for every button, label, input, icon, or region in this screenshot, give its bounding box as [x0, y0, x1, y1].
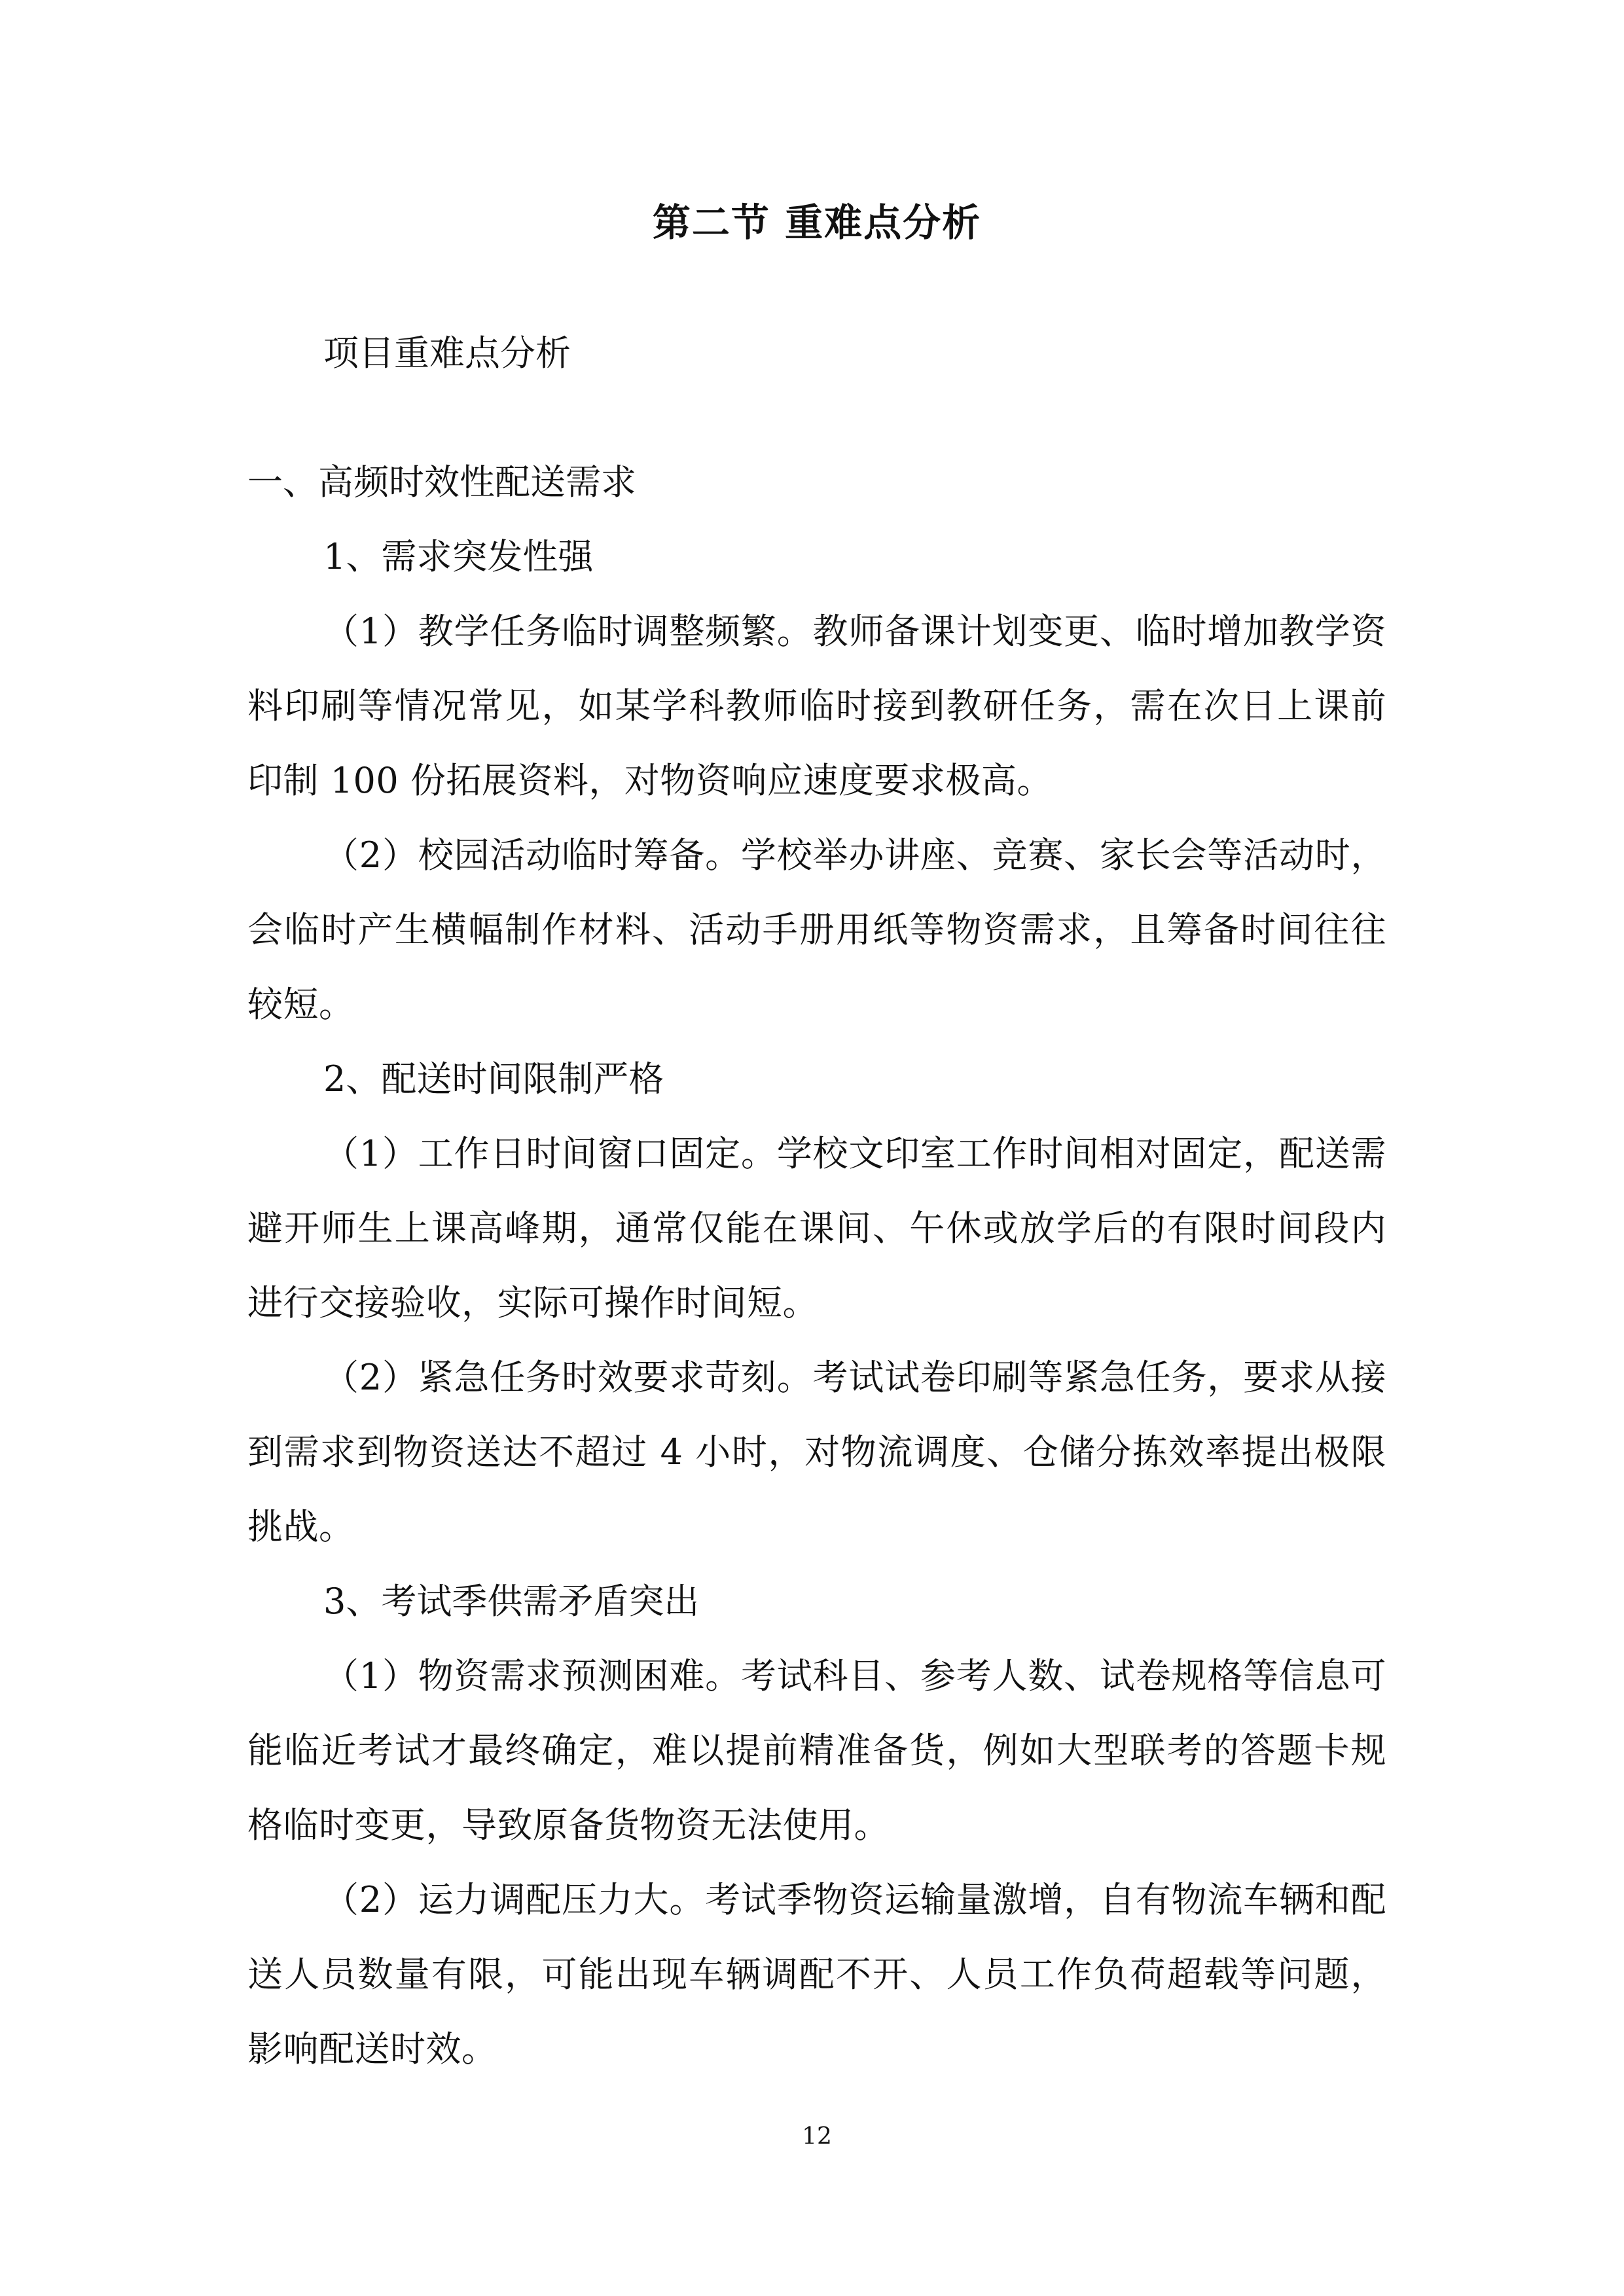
paragraph-1-1: （1）教学任务临时调整频繁。教师备课计划变更、临时增加教学资料印刷等情况常见，如某学科教师临时接到教研任务，需在次日上课前印制 100 份拓展资料，对物资响应速度要求极高。 — [247, 611, 1386, 801]
subsection-heading-1: 1、需求突发性强 — [323, 536, 594, 577]
subtitle: 项目重难点分析 — [323, 332, 571, 374]
page-number: 12 — [802, 2123, 832, 2150]
page-title: 第二节 重难点分析 — [652, 200, 982, 245]
document-body — [247, 445, 1386, 2087]
subsection-heading-3: 3、考试季供需矛盾突出 — [323, 1581, 700, 1622]
paragraph-1-2: （2）校园活动临时筹备。学校举办讲座、竞赛、家长会等活动时，会临时产生横幅制作材料、活动手册用纸等物资需求，且筹备时间往往较短。 — [247, 834, 1386, 1025]
paragraph-3-2: （2）运力调配压力大。考试季物资运输量激增，自有物流车辆和配送人员数量有限，可能出现车辆调配不开、人员工作负荷超载等问题，影响配送时效。 — [247, 1879, 1386, 2070]
paragraph-3-1: （1）物资需求预测困难。考试科目、参考人数、试卷规格等信息可能临近考试才最终确定，难以提前精准备货，例如大型联考的答题卡规格临时变更，导致原备货物资无法使用。 — [247, 1655, 1386, 1846]
paragraph-2-1: （1）工作日时间窗口固定。学校文印室工作时间相对固定，配送需避开师生上课高峰期，通常仅能在课间、午休或放学后的有限时间段内进行交接验收，实际可操作时间短。 — [247, 1133, 1386, 1323]
paragraph-2-2: （2）紧急任务时效要求苛刻。考试试卷印刷等紧急任务，要求从接到需求到物资送达不超过 4 小时，对物流调度、仓储分拣效率提出极限挑战。 — [247, 1357, 1386, 1547]
section-heading-1: 一、高频时效性配送需求 — [247, 461, 636, 503]
subsection-heading-2: 2、配送时间限制严格 — [323, 1058, 664, 1100]
document-page — [247, 0, 1386, 2296]
